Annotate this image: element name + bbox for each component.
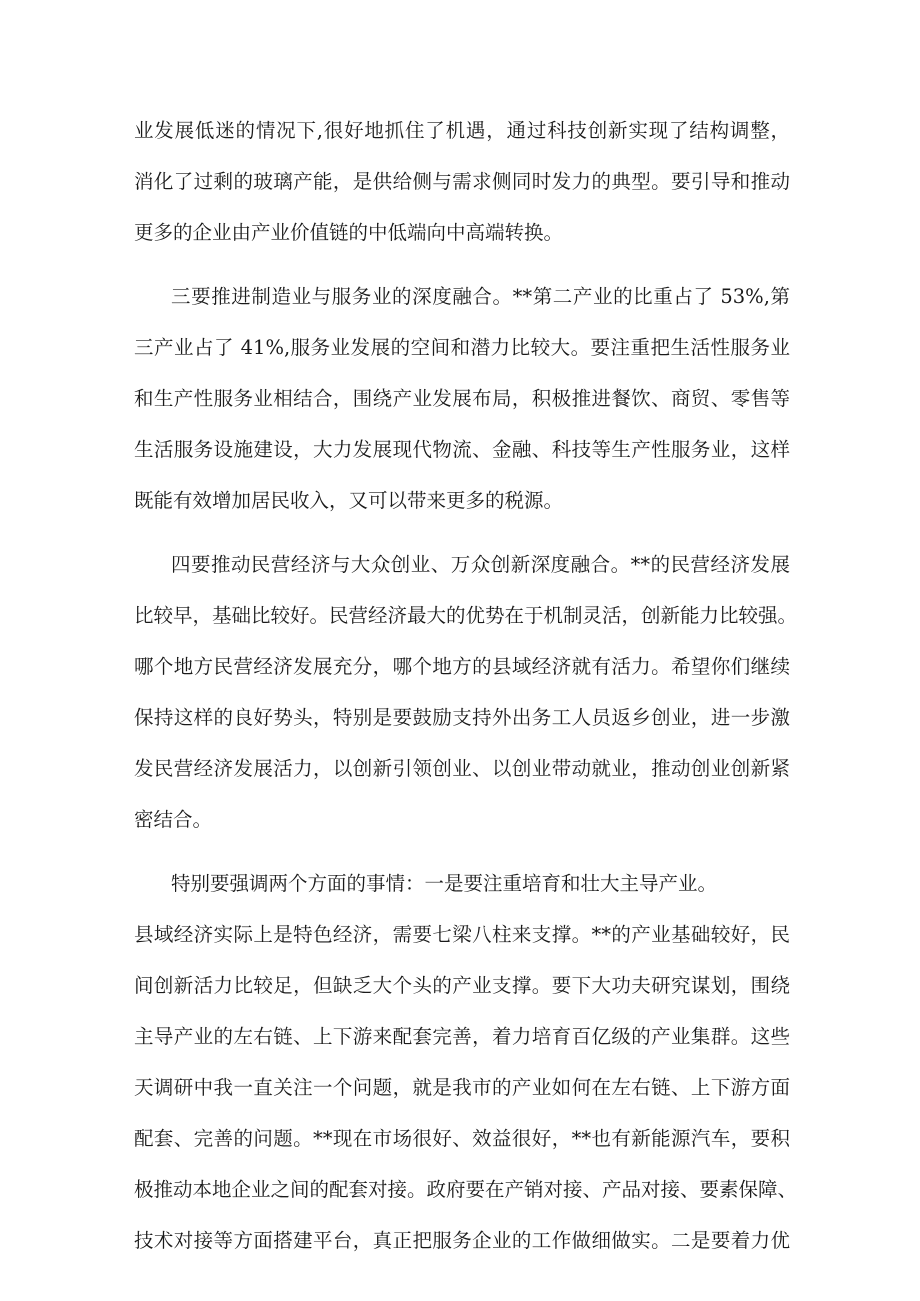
- paragraph-3-line-5: 发民营经济发展活力，以创新引领创业、以创业带动就业，推动创业创新紧: [134, 757, 790, 780]
- paragraph-1-line-2: 消化了过剩的玻璃产能，是供给侧与需求侧同时发力的典型。要引导和推动: [134, 170, 790, 193]
- paragraph-4-line-3: 间创新活力比较足，但缺乏大个头的产业支撑。要下大功夫研究谋划，围绕: [134, 974, 790, 997]
- paragraph-3-line-6: 密结合。: [134, 808, 213, 831]
- paragraph-4-line-2: 县域经济实际上是特色经济，需要七梁八柱来支撑。**的产业基础较好，民: [134, 923, 790, 946]
- paragraph-2-line-3: 和生产性服务业相结合，围绕产业发展布局，积极推进餐饮、商贸、零售等: [134, 387, 790, 410]
- paragraph-2-line-1: 三要推进制造业与服务业的深度融合。**第二产业的比重占了 53%,第: [171, 285, 790, 308]
- paragraph-3-line-3: 哪个地方民营经济发展充分，哪个地方的县域经济就有活力。希望你们继续: [134, 655, 790, 678]
- paragraph-3-line-4: 保持这样的良好势头，特别是要鼓励支持外出务工人员返乡创业，进一步激: [134, 706, 790, 729]
- paragraph-4-line-4: 主导产业的左右链、上下游来配套完善，着力培育百亿级的产业集群。这些: [134, 1025, 790, 1048]
- paragraph-4-line-8: 技术对接等方面搭建平台，真正把服务企业的工作做细做实。二是要着力优: [134, 1229, 790, 1252]
- paragraph-2-line-2: 三产业占了 41%,服务业发展的空间和潜力比较大。要注重把生活性服务业: [134, 336, 790, 359]
- paragraph-3-line-2: 比较早，基础比较好。民营经济最大的优势在于机制灵活，创新能力比较强。: [134, 604, 798, 627]
- paragraph-4-line-7: 极推动本地企业之间的配套对接。政府要在产销对接、产品对接、要素保障、: [134, 1178, 798, 1201]
- paragraph-1-line-3: 更多的企业由产业价值链的中低端向中高端转换。: [134, 221, 564, 244]
- paragraph-1-line-1: 业发展低迷的情况下,很好地抓住了机遇，通过科技创新实现了结构调整，: [134, 119, 790, 142]
- paragraph-3-line-1: 四要推动民营经济与大众创业、万众创新深度融合。**的民营经济发展: [171, 553, 790, 576]
- paragraph-4-line-5: 天调研中我一直关注一个问题，就是我市的产业如何在左右链、上下游方面: [134, 1076, 790, 1099]
- paragraph-2-line-5: 既能有效增加居民收入，又可以带来更多的税源。: [134, 489, 564, 512]
- paragraph-4-line-6: 配套、完善的问题。**现在市场很好、效益很好，**也有新能源汽车，要积: [134, 1127, 790, 1150]
- paragraph-4-line-1: 特别要强调两个方面的事情：一是要注重培育和壮大主导产业。: [171, 872, 718, 895]
- paragraph-2-line-4: 生活服务设施建设，大力发展现代物流、金融、科技等生产性服务业，这样: [134, 438, 790, 461]
